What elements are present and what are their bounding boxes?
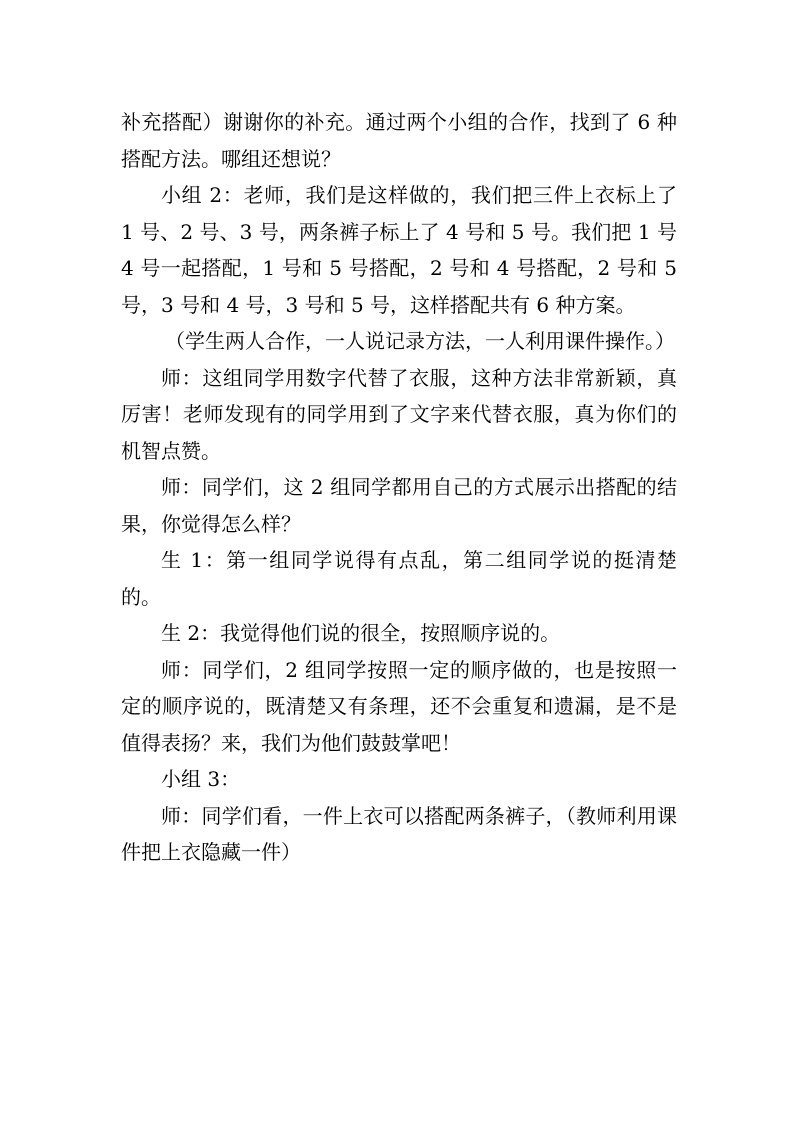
paragraph-group-3: 小组 3： — [161, 767, 241, 791]
paragraph-student-2: 生 2：我觉得他们说的很全，按照顺序说的。 — [161, 621, 561, 645]
paragraph-teacher-demo: 师：同学们看，一件上衣可以搭配两条裤子，（教师利用课件把上衣隐藏一件） — [121, 803, 677, 864]
paragraph-student-pair-note: （学生两人合作，一人说记录方法，一人利用课件操作。） — [165, 329, 675, 353]
document-body — [121, 104, 677, 871]
paragraph-teacher-summary: 师：同学们，2 组同学按照一定的顺序做的，也是按照一定的顺序说的，既清楚又有条理，还不会重复和遗漏，是不是值得表扬？来，我们为他们鼓鼓掌吧！ — [121, 657, 677, 755]
paragraph-group-2-answer: 小组 2：老师，我们是这样做的，我们把三件上衣标上了 1 号、2 号、3 号，两条裤子标上了 4 号和 5 号。我们把 1 号 4 号一起搭配，1 号和 5 号搭配，2 号和 4 号搭配，2 号和 5 号，3 号和 4 号，3 号和 5 号，这样搭配共有 6 种方案。 — [121, 183, 677, 317]
paragraph-teacher-question: 师：同学们，这 2 组同学都用自己的方式展示出搭配的结果，你觉得怎么样？ — [121, 475, 677, 536]
paragraph-teacher-praise: 师：这组同学用数字代替了衣服，这种方法非常新颖，真厉害！老师发现有的同学用到了文字来代替衣服，真为你们的机智点赞。 — [121, 365, 677, 463]
paragraph-continuation: 补充搭配）谢谢你的补充。通过两个小组的合作，找到了 6 种搭配方法。哪组还想说？ — [121, 110, 677, 171]
paragraph-student-1: 生 1：第一组同学说得有点乱，第二组同学说的挺清楚的。 — [121, 548, 677, 609]
